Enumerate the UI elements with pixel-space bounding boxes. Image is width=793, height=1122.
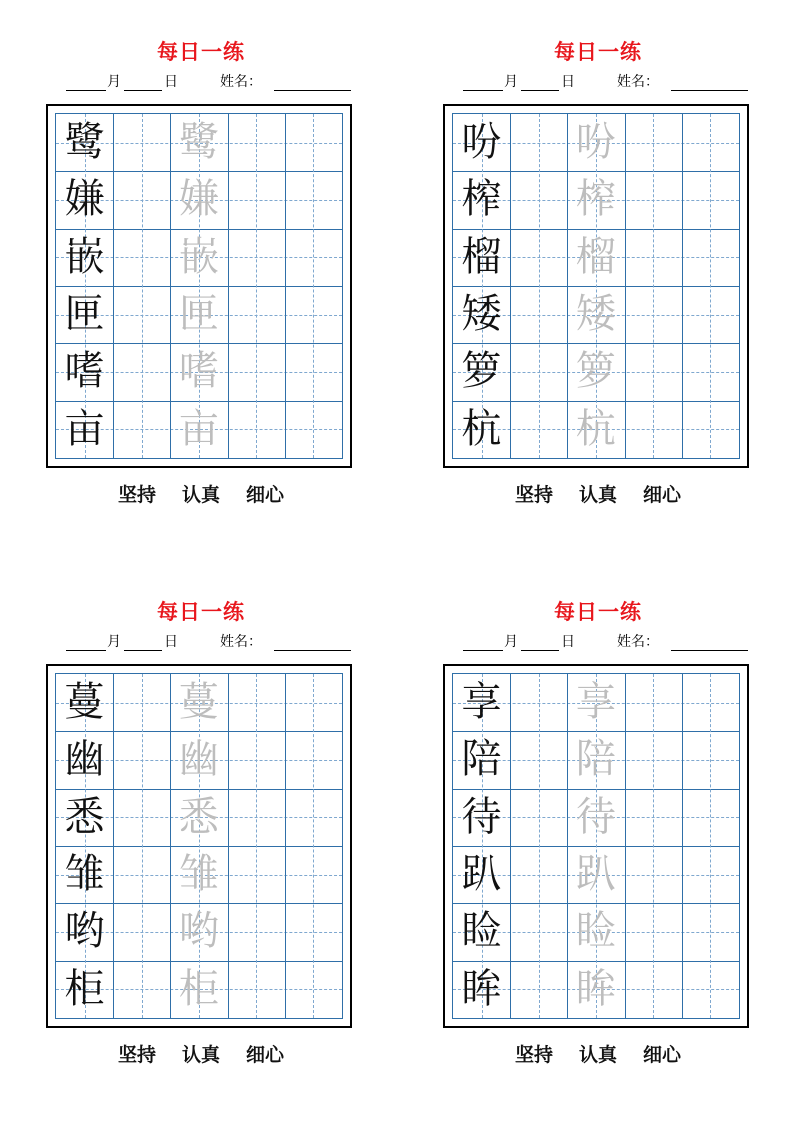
trace-character: 哟 xyxy=(178,908,219,955)
grid-column-line xyxy=(285,674,286,1018)
name-label: 姓名： xyxy=(617,74,659,90)
month-label: 月 xyxy=(504,634,518,650)
day-blank[interactable] xyxy=(521,75,559,91)
trace-character: 箩 xyxy=(575,348,616,395)
month-blank[interactable] xyxy=(66,635,106,651)
model-character: 享 xyxy=(461,679,502,725)
model-character: 眸 xyxy=(461,965,502,1012)
model-character: 鹭 xyxy=(64,119,105,165)
writing-grid xyxy=(55,673,343,1019)
day-label: 日 xyxy=(164,634,178,650)
grid-column-guide xyxy=(142,674,143,1018)
trace-character: 吩 xyxy=(575,119,616,165)
model-character: 蔓 xyxy=(64,679,105,725)
day-blank[interactable] xyxy=(521,635,559,651)
practice-card-4 xyxy=(443,560,753,1066)
model-character: 睑 xyxy=(461,908,502,955)
day-label: 日 xyxy=(561,74,575,90)
motto xyxy=(46,1040,356,1067)
writing-grid xyxy=(452,113,740,459)
motto xyxy=(443,480,753,507)
name-blank[interactable] xyxy=(671,635,748,651)
grid-frame xyxy=(443,664,749,1028)
month-blank[interactable] xyxy=(66,75,106,91)
motto-word: 坚持 xyxy=(117,484,156,506)
practice-card-1 xyxy=(46,0,356,506)
date-name-line xyxy=(463,633,753,653)
trace-character: 待 xyxy=(575,793,616,840)
motto-word: 认真 xyxy=(578,484,617,506)
motto-word: 坚持 xyxy=(514,1044,553,1066)
day-label: 日 xyxy=(561,634,575,650)
motto-word: 坚持 xyxy=(117,1044,156,1066)
writing-grid xyxy=(55,113,343,459)
trace-character: 眸 xyxy=(575,965,616,1012)
trace-character: 趴 xyxy=(575,851,616,897)
trace-character: 嫌 xyxy=(178,176,219,223)
trace-character: 榴 xyxy=(575,233,616,280)
grid-frame xyxy=(443,104,749,468)
motto-word: 坚持 xyxy=(514,484,553,506)
trace-character: 蔓 xyxy=(178,679,219,725)
model-character: 待 xyxy=(461,793,502,840)
grid-column-guide xyxy=(539,674,540,1018)
day-blank[interactable] xyxy=(124,635,162,651)
grid-column-line xyxy=(285,114,286,458)
trace-character: 睑 xyxy=(575,908,616,955)
model-character: 嵌 xyxy=(64,233,105,280)
grid-column-line xyxy=(113,674,114,1018)
motto-word: 细心 xyxy=(246,484,285,506)
grid-column-guide xyxy=(142,114,143,458)
day-blank[interactable] xyxy=(124,75,162,91)
motto-word: 认真 xyxy=(181,1044,220,1066)
trace-character: 幽 xyxy=(178,736,219,783)
grid-column-line xyxy=(113,114,114,458)
model-character: 陪 xyxy=(461,736,502,783)
grid-column-line xyxy=(228,674,229,1018)
practice-card-2 xyxy=(443,0,753,506)
model-character: 柜 xyxy=(64,965,105,1012)
name-label: 姓名： xyxy=(220,634,262,650)
card-title: 每日一练 xyxy=(554,39,642,64)
month-label: 月 xyxy=(504,74,518,90)
name-label: 姓名： xyxy=(617,634,659,650)
grid-frame xyxy=(46,104,352,468)
date-name-line xyxy=(463,73,753,93)
model-character: 趴 xyxy=(461,851,502,897)
month-blank[interactable] xyxy=(463,75,503,91)
name-blank[interactable] xyxy=(274,635,351,651)
motto-word: 认真 xyxy=(578,1044,617,1066)
grid-column-guide xyxy=(653,674,654,1018)
grid-column-line xyxy=(510,674,511,1018)
name-blank[interactable] xyxy=(274,75,351,91)
model-character: 嫌 xyxy=(64,176,105,223)
trace-character: 亩 xyxy=(178,405,219,452)
name-label: 姓名： xyxy=(220,74,262,90)
model-character: 杭 xyxy=(461,405,502,452)
date-name-line xyxy=(66,73,356,93)
month-blank[interactable] xyxy=(463,635,503,651)
grid-column-guide xyxy=(710,114,711,458)
model-character: 亩 xyxy=(64,405,105,452)
grid-column-line xyxy=(228,114,229,458)
trace-character: 嵌 xyxy=(178,233,219,280)
day-label: 日 xyxy=(164,74,178,90)
card-title: 每日一练 xyxy=(157,39,245,64)
model-character: 吩 xyxy=(461,119,502,165)
motto-word: 细心 xyxy=(643,1044,682,1066)
grid-column-guide xyxy=(539,114,540,458)
trace-character: 匣 xyxy=(178,291,219,337)
grid-column-line xyxy=(625,114,626,458)
trace-character: 陪 xyxy=(575,736,616,783)
trace-character: 嗜 xyxy=(178,348,219,395)
model-character: 嗜 xyxy=(64,348,105,395)
trace-character: 柜 xyxy=(178,965,219,1012)
date-name-line xyxy=(66,633,356,653)
trace-character: 杭 xyxy=(575,405,616,452)
name-blank[interactable] xyxy=(671,75,748,91)
trace-character: 悉 xyxy=(178,793,219,840)
trace-character: 享 xyxy=(575,679,616,725)
model-character: 箩 xyxy=(461,348,502,395)
grid-column-line xyxy=(625,674,626,1018)
grid-column-guide xyxy=(313,674,314,1018)
grid-column-line xyxy=(682,114,683,458)
motto-word: 细心 xyxy=(643,484,682,506)
trace-character: 榨 xyxy=(575,176,616,223)
model-character: 哟 xyxy=(64,908,105,955)
model-character: 矮 xyxy=(461,291,502,337)
card-title: 每日一练 xyxy=(157,599,245,624)
grid-frame xyxy=(46,664,352,1028)
trace-character: 鹭 xyxy=(178,119,219,165)
model-character: 榨 xyxy=(461,176,502,223)
model-character: 幽 xyxy=(64,736,105,783)
grid-column-line xyxy=(682,674,683,1018)
grid-column-guide xyxy=(313,114,314,458)
motto xyxy=(46,480,356,507)
motto-word: 认真 xyxy=(181,484,220,506)
grid-column-guide xyxy=(653,114,654,458)
trace-character: 矮 xyxy=(575,291,616,337)
grid-column-guide xyxy=(710,674,711,1018)
card-title: 每日一练 xyxy=(554,599,642,624)
trace-character: 雏 xyxy=(178,851,219,897)
motto xyxy=(443,1040,753,1067)
model-character: 悉 xyxy=(64,793,105,840)
month-label: 月 xyxy=(107,74,121,90)
grid-column-guide xyxy=(256,114,257,458)
practice-card-3 xyxy=(46,560,356,1066)
model-character: 匣 xyxy=(64,291,105,337)
month-label: 月 xyxy=(107,634,121,650)
grid-column-line xyxy=(510,114,511,458)
grid-column-guide xyxy=(256,674,257,1018)
motto-word: 细心 xyxy=(246,1044,285,1066)
writing-grid xyxy=(452,673,740,1019)
model-character: 雏 xyxy=(64,851,105,897)
model-character: 榴 xyxy=(461,233,502,280)
